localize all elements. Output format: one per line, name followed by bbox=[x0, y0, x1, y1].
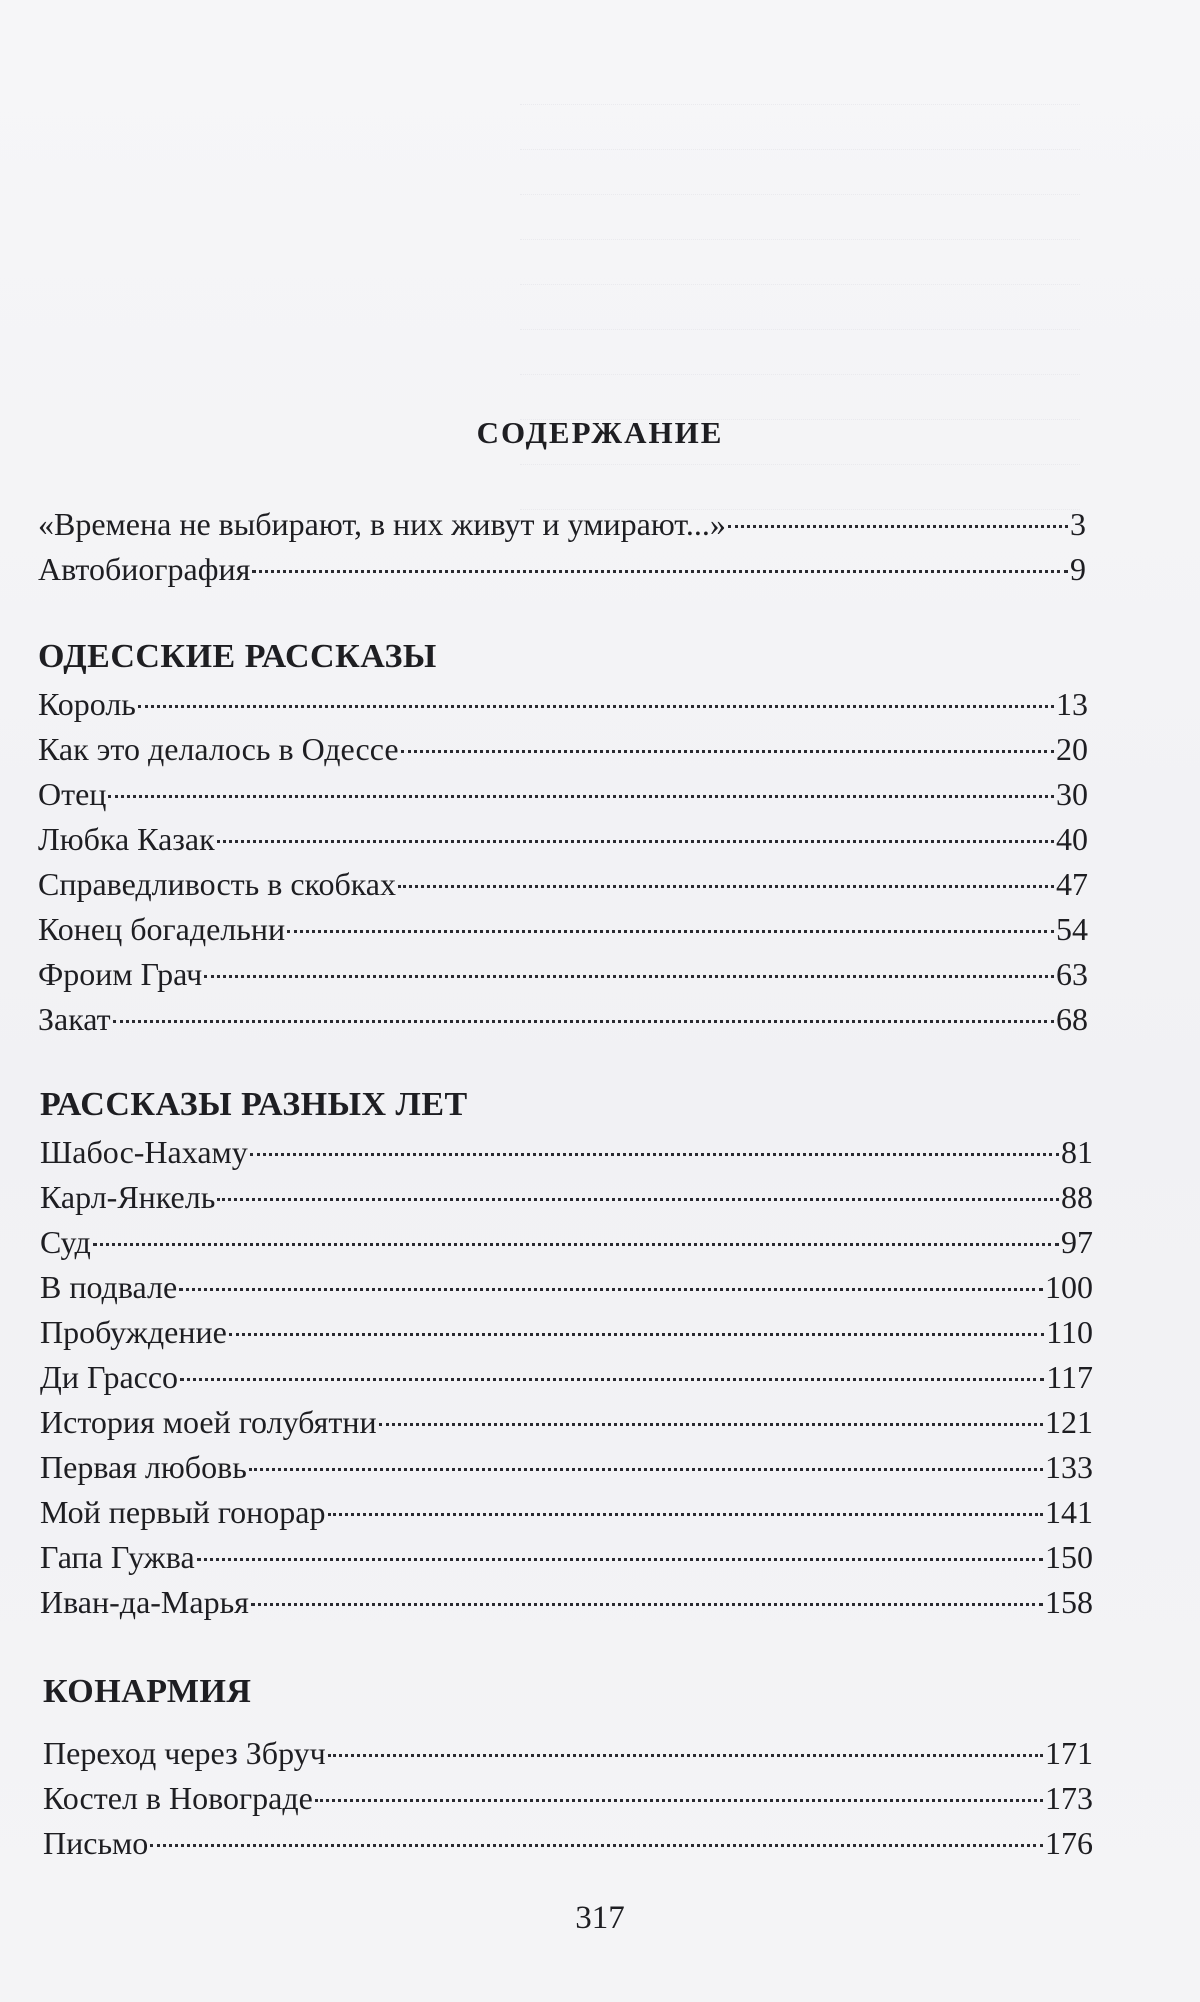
toc-entry-page: 88 bbox=[1061, 1179, 1093, 1215]
dot-leader bbox=[93, 1243, 1059, 1246]
toc-entry-title: «Времена не выбирают, в них живут и умирают...» bbox=[38, 506, 726, 542]
dot-leader bbox=[252, 570, 1068, 573]
toc-entry[interactable] bbox=[40, 1310, 1093, 1355]
toc-entry[interactable] bbox=[40, 1580, 1093, 1625]
toc-entry[interactable] bbox=[43, 1821, 1093, 1866]
dot-leader bbox=[229, 1333, 1044, 1336]
toc-entry-page: 176 bbox=[1045, 1825, 1093, 1861]
toc-entry[interactable] bbox=[40, 1175, 1093, 1220]
toc-entry-title: Ди Грассо bbox=[40, 1359, 179, 1395]
toc-entry-intro[interactable] bbox=[38, 502, 1086, 547]
toc-entry-page: 97 bbox=[1061, 1224, 1093, 1260]
dot-leader bbox=[179, 1288, 1043, 1291]
toc-entry[interactable] bbox=[43, 1776, 1093, 1821]
toc-entry[interactable] bbox=[38, 727, 1088, 772]
section-stories-various-years bbox=[40, 1080, 1093, 1625]
toc-entry[interactable] bbox=[40, 1130, 1093, 1175]
toc-entry-title: Первая любовь bbox=[40, 1449, 247, 1485]
dot-leader bbox=[204, 975, 1054, 978]
section-odessa-stories bbox=[38, 632, 1088, 1042]
toc-entry-title: Автобиография bbox=[38, 551, 251, 587]
toc-entry-page: 20 bbox=[1056, 731, 1088, 767]
toc-title: СОДЕРЖАНИЕ bbox=[476, 415, 724, 450]
dot-leader bbox=[251, 1603, 1043, 1606]
toc-entry-title: Суд bbox=[40, 1224, 91, 1260]
dot-leader bbox=[401, 750, 1054, 753]
toc-entry-page: 3 bbox=[1070, 506, 1086, 542]
toc-entry-page: 117 bbox=[1046, 1359, 1093, 1395]
toc-entry[interactable] bbox=[40, 1355, 1093, 1400]
toc-entry-page: 63 bbox=[1056, 956, 1088, 992]
toc-entry[interactable] bbox=[38, 682, 1088, 727]
toc-entry[interactable] bbox=[43, 1731, 1093, 1776]
dot-leader bbox=[379, 1423, 1043, 1426]
toc-entry-title: Любка Казак bbox=[38, 821, 215, 857]
toc-entry-title: Отец bbox=[38, 776, 107, 812]
dot-leader bbox=[728, 525, 1068, 528]
toc-entry-page: 9 bbox=[1070, 551, 1086, 587]
toc-entry-page: 54 bbox=[1056, 911, 1088, 947]
toc-entry-title: Фроим Грач bbox=[38, 956, 203, 992]
dot-leader bbox=[315, 1799, 1043, 1802]
section-heading: ОДЕССКИЕ РАССКАЗЫ bbox=[38, 638, 437, 675]
toc-entry[interactable] bbox=[38, 817, 1088, 862]
toc-entry-page: 133 bbox=[1045, 1449, 1093, 1485]
toc-entry-title: Пробуждение bbox=[40, 1314, 227, 1350]
toc-entry-title: Закат bbox=[38, 1001, 111, 1037]
toc-entry[interactable] bbox=[40, 1535, 1093, 1580]
toc-entry-page: 173 bbox=[1045, 1780, 1093, 1816]
toc-entry[interactable] bbox=[40, 1445, 1093, 1490]
toc-entry-title: Костел в Новограде bbox=[43, 1780, 313, 1816]
dot-leader bbox=[398, 885, 1054, 888]
toc-entry-page: 81 bbox=[1061, 1134, 1093, 1170]
toc-entry[interactable] bbox=[40, 1490, 1093, 1535]
intro-block bbox=[38, 502, 1086, 592]
toc-entry-title: Конец богадельни bbox=[38, 911, 286, 947]
toc-entry-page: 121 bbox=[1045, 1404, 1093, 1440]
toc-entry[interactable] bbox=[38, 772, 1088, 817]
toc-entry[interactable] bbox=[38, 862, 1088, 907]
toc-entry-title: История моей голубятни bbox=[40, 1404, 377, 1440]
dot-leader bbox=[108, 795, 1054, 798]
section-heading: КОНАРМИЯ bbox=[43, 1673, 252, 1710]
toc-entry-title: Справедливость в скобках bbox=[38, 866, 396, 902]
toc-entry-title: Переход через Збруч bbox=[43, 1735, 326, 1771]
dot-leader bbox=[287, 930, 1054, 933]
toc-entry-title: Карл-Янкель bbox=[40, 1179, 216, 1215]
toc-entry[interactable] bbox=[38, 997, 1088, 1042]
dot-leader bbox=[217, 1198, 1059, 1201]
toc-entry[interactable] bbox=[40, 1265, 1093, 1310]
dot-leader bbox=[138, 705, 1054, 708]
toc-entry-page: 141 bbox=[1045, 1494, 1093, 1530]
toc-entry-title: Мой первый гонорар bbox=[40, 1494, 326, 1530]
toc-entry-page: 68 bbox=[1056, 1001, 1088, 1037]
toc-entry-title: Письмо bbox=[43, 1825, 149, 1861]
toc-entry-page: 100 bbox=[1045, 1269, 1093, 1305]
toc-entry[interactable] bbox=[38, 952, 1088, 997]
toc-entry[interactable] bbox=[40, 1400, 1093, 1445]
section-konarmiya bbox=[43, 1667, 1093, 1866]
toc-entry-autobiography[interactable] bbox=[38, 547, 1086, 592]
dot-leader bbox=[249, 1468, 1043, 1471]
page-number: 317 bbox=[575, 1900, 625, 1936]
toc-entry-page: 150 bbox=[1045, 1539, 1093, 1575]
dot-leader bbox=[250, 1153, 1059, 1156]
toc-entry-page: 47 bbox=[1056, 866, 1088, 902]
toc-entry-title: В подвале bbox=[40, 1269, 178, 1305]
toc-entry-title: Шабос-Нахаму bbox=[40, 1134, 248, 1170]
toc-entry-title: Как это делалось в Одессе bbox=[38, 731, 399, 767]
toc-entry-page: 110 bbox=[1046, 1314, 1093, 1350]
dot-leader bbox=[217, 840, 1054, 843]
section-heading: РАССКАЗЫ РАЗНЫХ ЛЕТ bbox=[40, 1086, 468, 1123]
dot-leader bbox=[328, 1513, 1044, 1516]
toc-entry-title: Иван-да-Марья bbox=[40, 1584, 249, 1620]
toc-entry-page: 13 bbox=[1056, 686, 1088, 722]
dot-leader bbox=[180, 1378, 1044, 1381]
toc-entry[interactable] bbox=[38, 907, 1088, 952]
dot-leader bbox=[197, 1558, 1043, 1561]
dot-leader bbox=[113, 1020, 1054, 1023]
toc-entry-title: Гапа Гужва bbox=[40, 1539, 195, 1575]
toc-entry-page: 158 bbox=[1045, 1584, 1093, 1620]
dot-leader bbox=[150, 1844, 1043, 1847]
toc-entry-page: 30 bbox=[1056, 776, 1088, 812]
toc-entry-page: 40 bbox=[1056, 821, 1088, 857]
toc-entry-page: 171 bbox=[1045, 1735, 1093, 1771]
dot-leader bbox=[328, 1754, 1043, 1757]
toc-entry[interactable] bbox=[40, 1220, 1093, 1265]
toc-entry-title: Король bbox=[38, 686, 136, 722]
